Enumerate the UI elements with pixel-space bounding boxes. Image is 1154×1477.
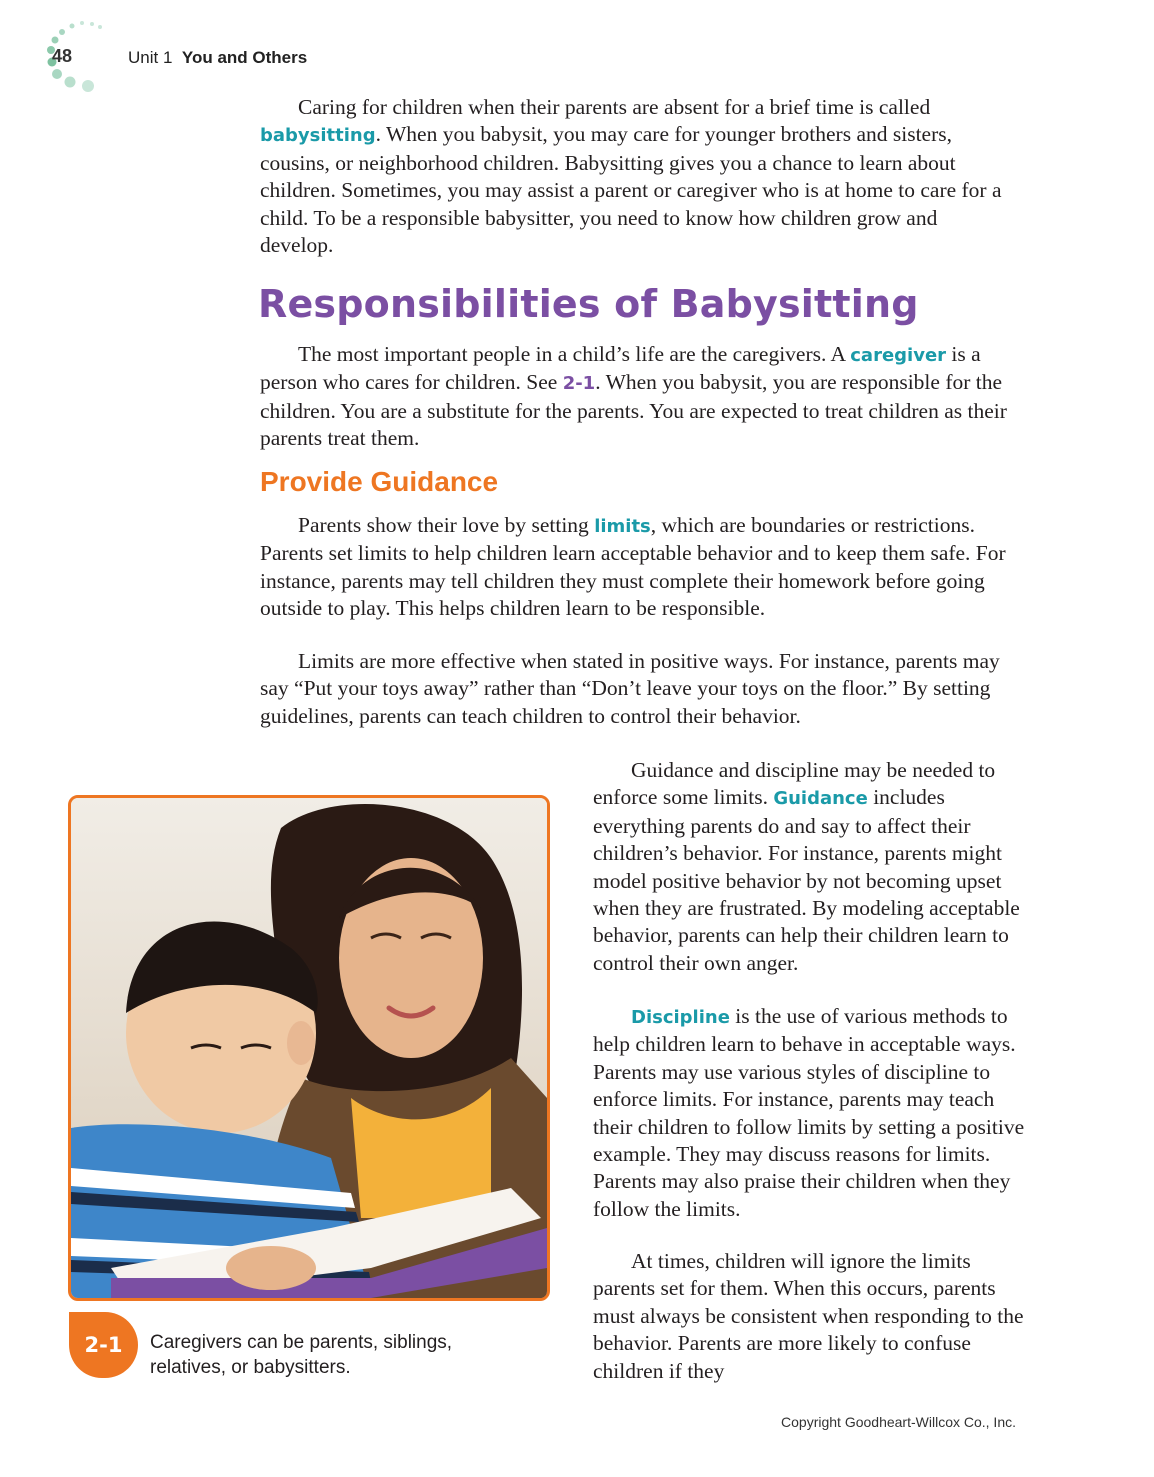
unit-title: You and Others [181, 48, 308, 67]
discipline-text: is the use of various methods to help children learn to behave in acceptable ways. Parents may use various styles of discipline to enforce limits. For instance, parents may teach their children to follow limits by setting a positive example. They may discuss reasons for limits. Parents may also praise their children when they follow the limits. [593, 1004, 1025, 1221]
limits-paragraph [260, 512, 1012, 623]
figure-label-badge: 2-1 [69, 1312, 138, 1378]
copyright-notice: Copyright Goodheart-Willcox Co., Inc. [781, 1414, 1016, 1430]
term-discipline: Discipline [631, 1007, 730, 1028]
term-guidance: Guidance [773, 788, 868, 810]
intro-text-1: Caring for children when their parents are absent for a brief time is called [298, 95, 931, 119]
discipline-paragraph [593, 1003, 1025, 1223]
figure-caption: Caregivers can be parents, siblings, relatives, or babysitters. [150, 1332, 453, 1378]
caregiver-paragraph [260, 341, 1012, 453]
unit-label: Unit 1 [128, 48, 173, 67]
intro-text-2: . When you babysit, you may care for younger brothers and sisters, cousins, or neighborhood children. Babysitting gives you a chance to learn about children. Sometimes, you may assist a parent or caregiver who is at home to care for a child. To be a responsible babysitter, you need to know how children grow and develop. [260, 122, 1002, 258]
limits-text-2: , which are boundaries or restrictions. Parents set limits to help children learn acceptable behavior and to keep them safe. For instance, parents may tell children they must complete their homework before going outside to play. This helps children learn to be responsible. [260, 513, 1006, 621]
caregiver-text-2: is a person who cares for children. See [260, 342, 981, 395]
consistency-paragraph: At times, children will ignore the limits parents set for them. When this occurs, parents must always be consistent when responding to the behavior. Parents are more likely to confuse children if they [593, 1249, 1024, 1383]
guidance-paragraph [593, 757, 1025, 977]
limits-text-1: Parents show their love by setting [298, 513, 595, 537]
section-heading: Responsibilities of Babysitting [258, 282, 919, 326]
guidance-text-2: includes everything parents do and say to affect their children’s behavior. For instance, parents might model positive behavior by not becoming upset when they are frustrated. By modeling acceptable behavior, parents can help their children learn to control their own anger. [593, 785, 1020, 975]
subsection-heading: Provide Guidance [260, 466, 499, 497]
intro-paragraph [260, 94, 1012, 259]
term-limits: limits [594, 516, 651, 537]
running-header [128, 48, 307, 68]
positive-limits-paragraph: Limits are more effective when stated in positive ways. For instance, parents may say “Put your toys away” rather than “Don’t leave your toys on the floor.” By setting guidelines, parents can teach children to control their behavior. [260, 649, 1000, 728]
page-number: 48 [52, 46, 73, 66]
photo-illustration [71, 798, 547, 1298]
figure-reference: 2-1 [562, 373, 596, 395]
caregiver-text-3: . When you babysit, you are responsible for the children. You are a substitute for the parents. You are expected to treat children as their parents treat them. [260, 370, 1007, 451]
term-caregiver: caregiver [850, 345, 947, 366]
caregiver-text-1: The most important people in a child’s life are the caregivers. A [298, 342, 851, 366]
guidance-text-1: Guidance and discipline may be needed to enforce some limits. [593, 758, 996, 810]
figure-photo [68, 795, 550, 1301]
term-babysitting: babysitting [260, 125, 376, 147]
decorative-dots [40, 18, 110, 98]
